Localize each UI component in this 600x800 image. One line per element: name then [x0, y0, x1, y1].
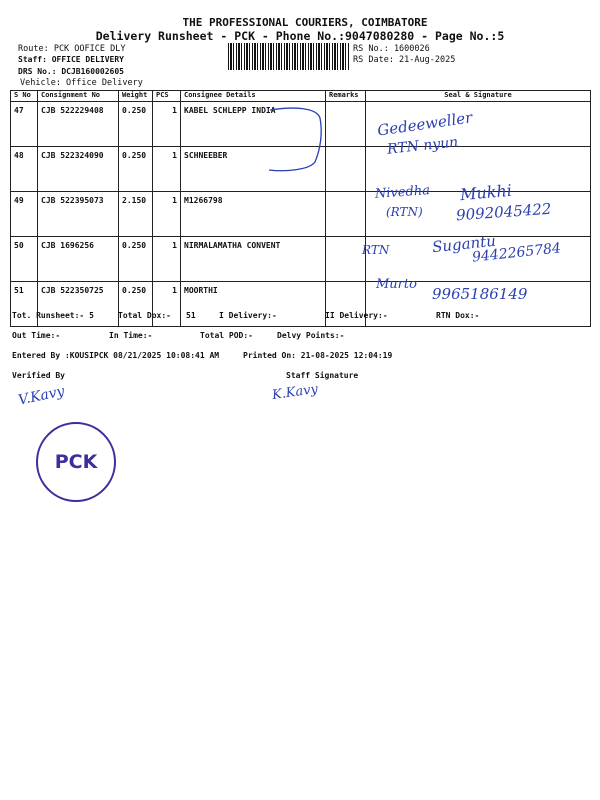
- rs-no-label: RS No.: 1600026: [353, 44, 430, 54]
- route-label: Route: PCK OOFICE DLY: [18, 44, 126, 54]
- handwritten-rtn-row50: RTN: [362, 243, 390, 257]
- cell-consignment: CJB 522229408: [38, 102, 119, 147]
- total-pod-label: Total POD:-: [200, 331, 253, 340]
- i-delivery-label: I Delivery:-: [219, 311, 277, 320]
- pck-stamp: [36, 422, 116, 502]
- cell-pcs: 1: [153, 102, 181, 147]
- cell-weight: 2.150: [119, 192, 153, 237]
- ii-delivery-label: II Delivery:-: [325, 311, 388, 320]
- cell-consignee: M1266798: [181, 192, 326, 237]
- cell-remarks: [326, 192, 366, 237]
- cell-weight: 0.250: [119, 282, 153, 327]
- company-title: THE PROFESSIONAL COURIERS, COIMBATORE: [182, 16, 428, 29]
- col-remarks: Remarks: [326, 91, 366, 102]
- staff-signature-label: Staff Signature: [286, 371, 359, 380]
- table-header-row: [11, 91, 591, 102]
- cell-sno: 49: [11, 192, 38, 237]
- handwritten-signature-row50: Sugantu: [431, 231, 497, 257]
- vehicle-label: Vehicle: Office Delivery: [20, 78, 143, 88]
- cell-consignee: NIRMALAMATHA CONVENT: [181, 237, 326, 282]
- cell-remarks: [326, 147, 366, 192]
- handwritten-phone-row51: 9965186149: [432, 285, 528, 303]
- handwritten-signature-row49: Mukhi: [459, 180, 513, 205]
- staff-signature: K.Kavy: [271, 381, 319, 404]
- printed-on: Printed On: 21-08-2025 12:04:19: [243, 351, 393, 360]
- cell-consignment: CJB 522324090: [38, 147, 119, 192]
- cell-consignment: CJB 1696256: [38, 237, 119, 282]
- cell-pcs: 1: [153, 192, 181, 237]
- cell-sno: 51: [11, 282, 38, 327]
- handwritten-name-row47: Gedeeweller: [376, 108, 474, 140]
- cell-pcs: 1: [153, 282, 181, 327]
- bracket-pen-mark: [265, 104, 325, 176]
- handwritten-name-row51: Murto: [376, 277, 417, 292]
- delvy-points-label: Delvy Points:-: [277, 331, 345, 340]
- runsheet-subtitle: Delivery Runsheet - PCK - Phone No.:9047080280 - Page No.:5: [95, 29, 505, 43]
- rtn-dox-label: RTN Dox:-: [436, 311, 480, 320]
- in-time-label: In Time:-: [109, 331, 153, 340]
- handwritten-note-row48: RTN nyun: [386, 134, 459, 158]
- barcode: [228, 43, 349, 70]
- total-dox-value: 51: [186, 311, 196, 320]
- cell-weight: 0.250: [119, 237, 153, 282]
- cell-sno: 48: [11, 147, 38, 192]
- cell-weight: 0.250: [119, 147, 153, 192]
- cell-remarks: [326, 102, 366, 147]
- staff-label: Staff: OFFICE DELIVERY: [18, 55, 124, 64]
- cell-consignment: CJB 522395073: [38, 192, 119, 237]
- out-time-label: Out Time:-: [12, 331, 61, 340]
- col-consignee: Consignee Details: [181, 91, 326, 102]
- handwritten-phone-row49: 9092045422: [455, 199, 552, 225]
- cell-pcs: 1: [153, 147, 181, 192]
- total-dox-label: Total Dox:-: [118, 311, 171, 320]
- handwritten-rtn-row49: (RTN): [386, 205, 423, 219]
- handwritten-name-row49: Nivedha: [374, 183, 431, 202]
- cell-remarks: [326, 237, 366, 282]
- col-seal-signature: Seal & Signature: [366, 91, 591, 102]
- col-sno: S No: [11, 91, 38, 102]
- entered-by: Entered By :KOUSIPCK 08/21/2025 10:08:41 AM: [12, 351, 220, 360]
- cell-sno: 50: [11, 237, 38, 282]
- stamp-text: PCK: [54, 451, 98, 473]
- verified-by-signature: V.Kavy: [16, 383, 66, 409]
- tot-runsheet: Tot. Runsheet:- 5: [12, 311, 94, 320]
- col-consignment: Consignment No: [38, 91, 119, 102]
- cell-pcs: 1: [153, 237, 181, 282]
- cell-consignee: SCHNEEBER: [181, 147, 326, 192]
- cell-consignment: CJB 522350725: [38, 282, 119, 327]
- rs-date-label: RS Date: 21-Aug-2025: [353, 55, 456, 65]
- cell-consignee: MOORTHI: [181, 282, 326, 327]
- cell-sno: 47: [11, 102, 38, 147]
- cell-weight: 0.250: [119, 102, 153, 147]
- cell-consignee: KABEL SCHLEPP INDIA: [181, 102, 326, 147]
- drs-label: DRS No.: DCJB160002605: [18, 67, 124, 76]
- col-pcs: PCS: [153, 91, 181, 102]
- col-weight: Weight: [119, 91, 153, 102]
- handwritten-phone-row50: 9442265784: [471, 240, 562, 266]
- verified-by-label: Verified By: [12, 371, 65, 380]
